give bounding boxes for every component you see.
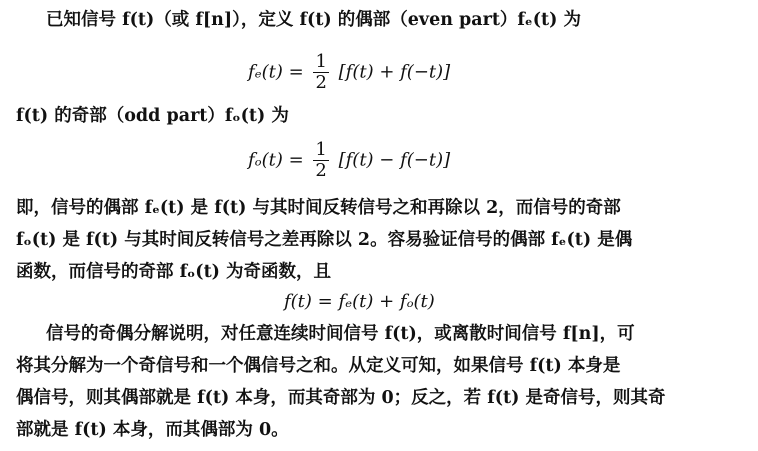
paragraph-line: 即，信号的偶部 fₑ(t) 是 f(t) 与其时间反转信号之和再除以 2，而信号的奇部 bbox=[16, 198, 621, 218]
paragraph-line: 将其分解为一个奇信号和一个偶信号之和。从定义可知，如果信号 f(t) 本身是 bbox=[16, 356, 621, 376]
paragraph-line: 偶信号，则其偶部就是 f(t) 本身，而其奇部为 0；反之，若 f(t) 是奇信号，则其奇 bbox=[16, 388, 666, 408]
odd-part-intro: f(t) 的奇部（odd part）fₒ(t) 为 bbox=[16, 106, 289, 126]
paragraph-line: fₒ(t) 是 f(t) 与其时间反转信号之差再除以 2。容易验证信号的偶部 fₑ(t) 是偶 bbox=[16, 230, 633, 250]
half-fraction bbox=[313, 140, 328, 181]
paragraph-line: 信号的奇偶分解说明，对任意连续时间信号 f(t)，或离散时间信号 f[n]，可 bbox=[46, 324, 635, 344]
decomposition-equation: f(t) = fₑ(t) + fₒ(t) bbox=[284, 291, 435, 312]
even-part-equation bbox=[248, 52, 450, 93]
half-fraction bbox=[313, 52, 328, 93]
intro-line: 已知信号 f(t)（或 f[n]），定义 f(t) 的偶部（even part）fₑ(t) 为 bbox=[46, 10, 581, 30]
even-part-lhs: fₑ(t) = bbox=[248, 61, 304, 83]
fraction-numerator: 1 bbox=[315, 139, 327, 160]
fraction-denominator: 2 bbox=[315, 72, 327, 93]
odd-part-equation bbox=[248, 140, 450, 181]
paragraph-line: 函数，而信号的奇部 fₒ(t) 为奇函数，且 bbox=[16, 262, 332, 282]
even-part-rhs: [f(t) + f(−t)] bbox=[338, 61, 451, 83]
paragraph-line: 部就是 f(t) 本身，而其偶部为 0。 bbox=[16, 420, 289, 440]
fraction-denominator: 2 bbox=[315, 160, 327, 181]
odd-part-rhs: [f(t) − f(−t)] bbox=[338, 149, 451, 171]
fraction-numerator: 1 bbox=[315, 51, 327, 72]
odd-part-lhs: fₒ(t) = bbox=[248, 149, 304, 171]
